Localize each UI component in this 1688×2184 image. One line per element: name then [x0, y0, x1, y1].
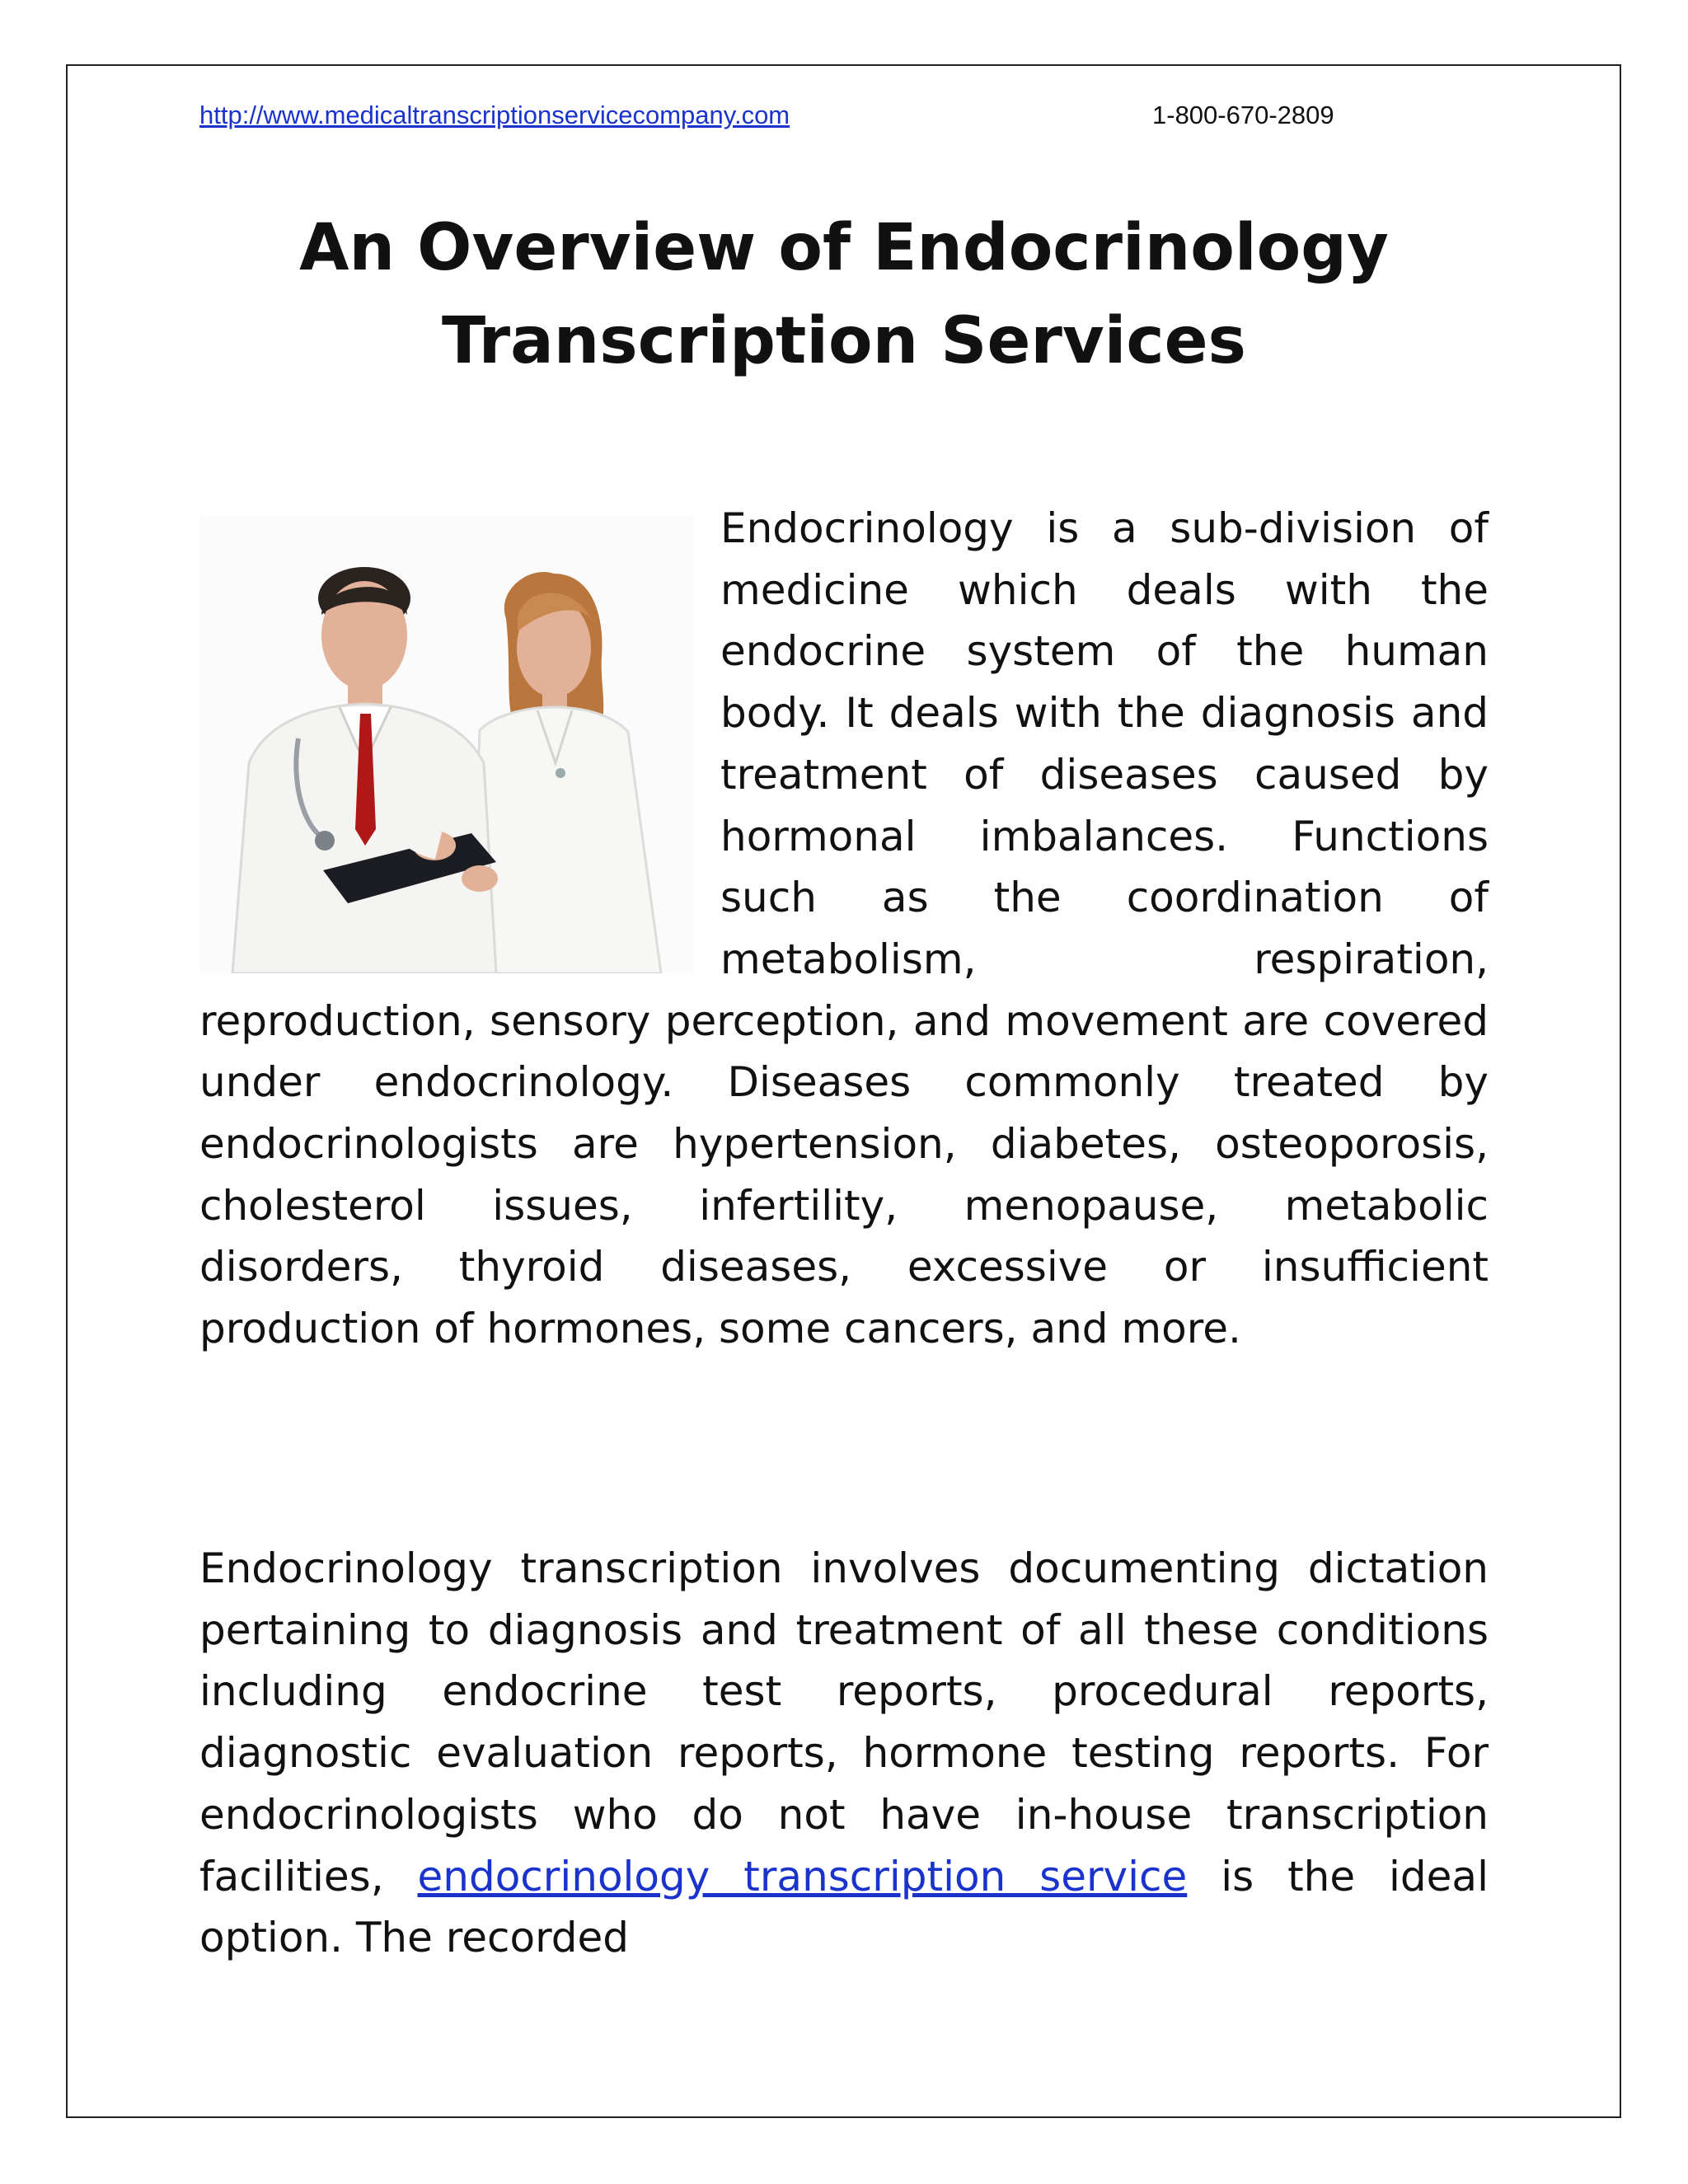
doctors-photo — [199, 516, 694, 973]
paragraph-1 — [199, 498, 1489, 1429]
page-title — [199, 202, 1489, 388]
header-url-link[interactable]: http://www.medicaltranscriptionservicecompany.com — [199, 101, 790, 129]
paragraph-2 — [199, 1538, 1489, 1983]
title-line-2: Transcription Services — [442, 304, 1246, 378]
paragraph-2-text: Endocrinology transcription involves documenting dictation pertaining to diagnosis and treatment of all these conditions including endocrine test reports, procedural reports, diagnostic evaluation reports, hormone testing reports. For endocrinologists who do not have in-house transcription facilities, — [199, 1544, 1489, 1900]
paragraph-1-text: Endocrinology is a sub-division of medicine which deals with the endocrine system of the human body. It deals with the diagnosis and treatment of diseases caused by hormonal imbalances. Functions such as the coordination of metabolism, respiration, reproduction, sensory perception, and movement are covered under endocrinology. Diseases commonly treated by endocrinologists are hypertension, diabetes, osteoporosis, cholesterol issues, infertility, menopause, metabolic disorders, thyroid diseases, excessive or insufficient production of hormones, some cancers, and more. — [199, 504, 1489, 1353]
title-line-1: An Overview of Endocrinology — [299, 211, 1389, 285]
paragraph-2-continuation: is the ideal option. The recorded — [199, 1852, 1489, 1962]
header-phone: 1-800-670-2809 — [1152, 101, 1334, 129]
endocrinology-transcription-service-link[interactable]: endocrinology transcription service — [417, 1852, 1188, 1900]
